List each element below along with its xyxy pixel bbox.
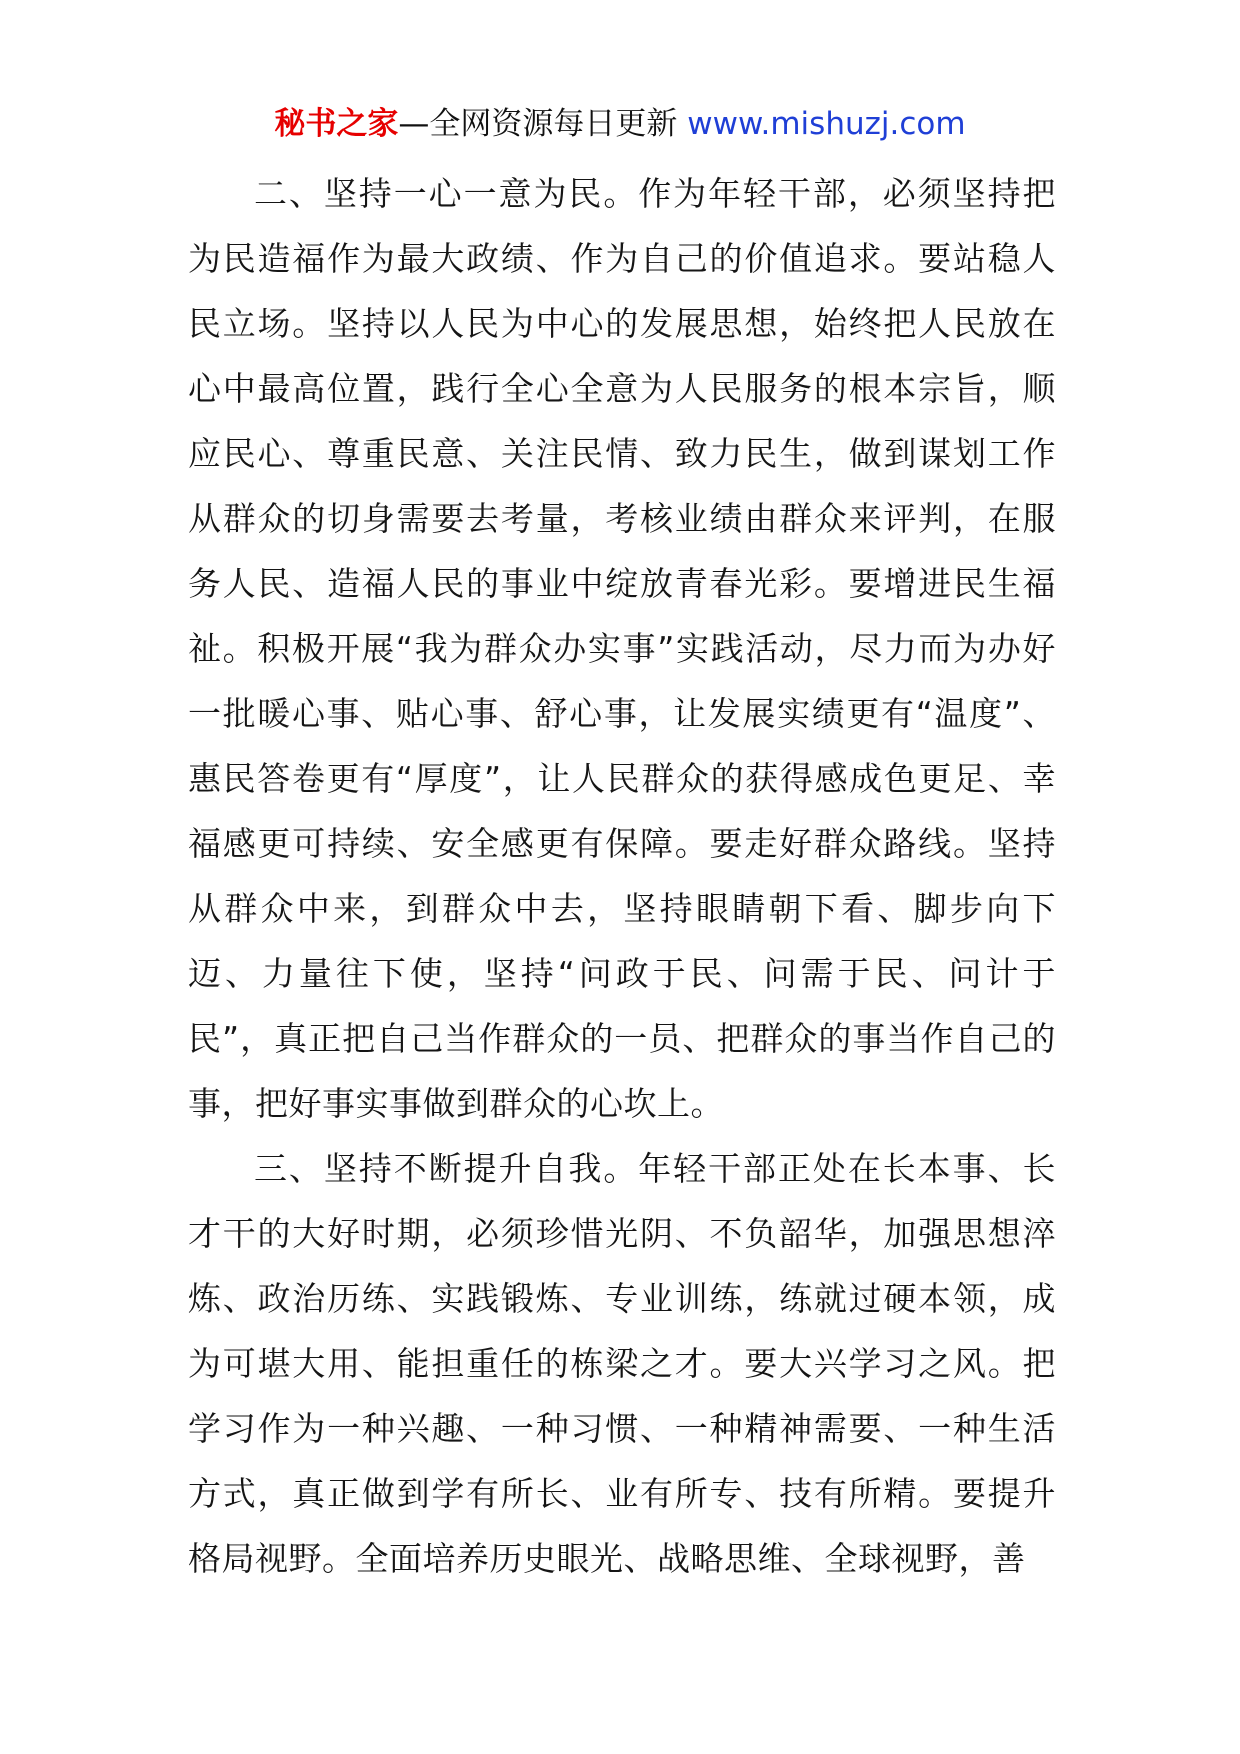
page-header [0,104,1240,144]
paragraph-2: 二、坚持一心一意为民。作为年轻干部，必须坚持把为民造福作为最大政绩、作为自己的价值追求。要站稳人民立场。坚持以人民为中心的发展思想，始终把人民放在心中最高位置，践行全心全意为人民服务的根本宗旨，顺应民心、尊重民意、关注民情、致力民生，做到谋划工作从群众的切身需要去考量，考核业绩由群众来评判，在服务人民、造福人民的事业中绽放青春光彩。要增进民生福祉。积极开展“我为群众办实事”实践活动，尽力而为办好一批暖心事、贴心事、舒心事，让发展实绩更有“温度”、惠民答卷更有“厚度”，让人民群众的获得感成色更足、幸福感更可持续、安全感更有保障。要走好群众路线。坚持从群众中来，到群众中去，坚持眼睛朝下看、脚步向下迈、力量往下使，坚持“问政于民、问需于民、问计于民”，真正把自己当作群众的一员、把群众的事当作自己的事，把好事实事做到群众的心坎上。 [188,174,1056,1123]
header-tagline: —全网资源每日更新 [398,106,688,142]
header-url-link[interactable]: www.mishuzj.com [687,106,966,142]
document-body [188,161,1056,1591]
header-brand: 秘书之家 [274,106,399,142]
paragraph-3: 三、坚持不断提升自我。年轻干部正处在长本事、长才干的大好时期，必须珍惜光阴、不负韶华，加强思想淬炼、政治历练、实践锻炼、专业训练，练就过硬本领，成为可堪大用、能担重任的栋梁之才。要大兴学习之风。把学习作为一种兴趣、一种习惯、一种精神需要、一种生活方式，真正做到学有所长、业有所专、技有所精。要提升格局视野。全面培养历史眼光、战略思维、全球视野，善 [188,1149,1056,1578]
